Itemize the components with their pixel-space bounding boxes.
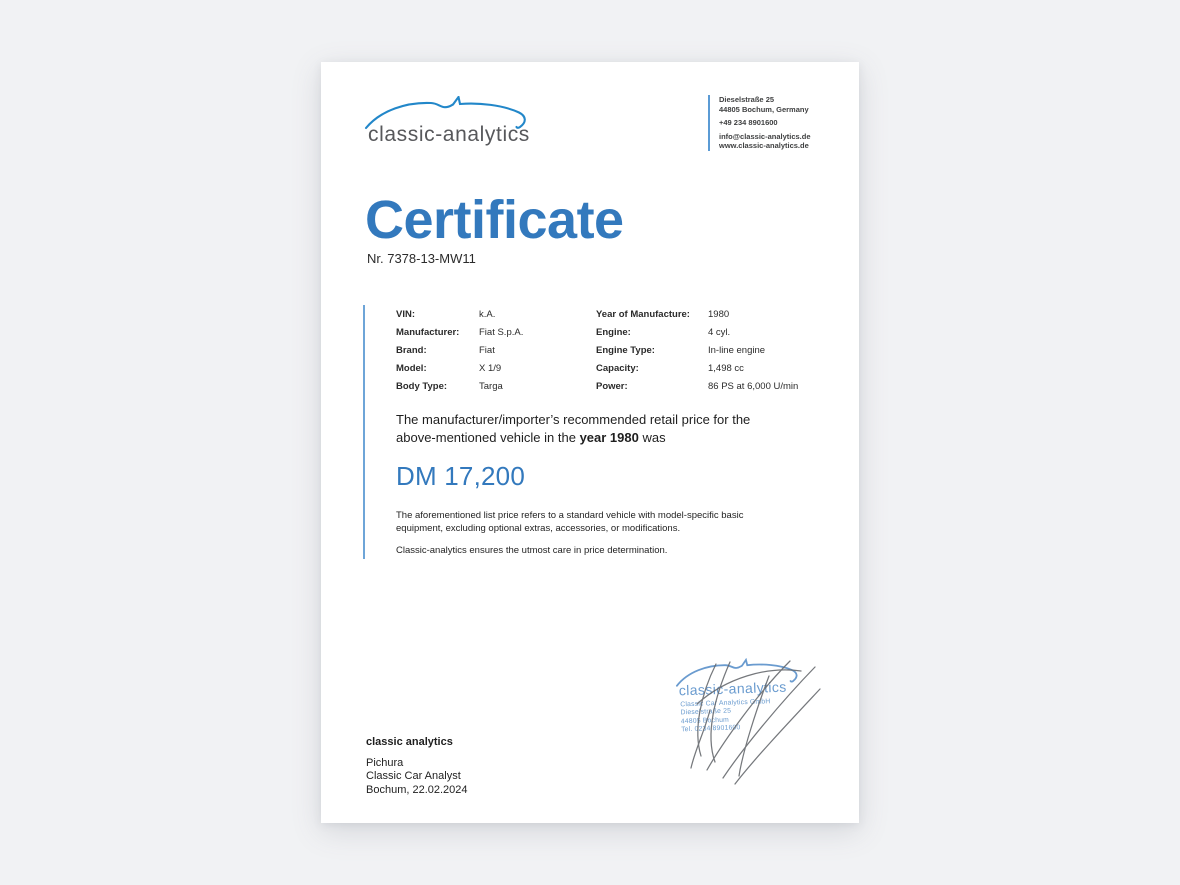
stamp-city-line: 44805 Bochum — [680, 716, 730, 726]
price-statement-text: The manufacturer/importer’s recommended retail price for the above-mentioned vehicle in the — [396, 412, 751, 445]
address-city: 44805 Bochum, Germany — [719, 104, 809, 114]
address-phone: +49 234 8901600 — [719, 118, 778, 127]
certificate-page — [321, 62, 859, 823]
address-street: Dieselstraße 25 — [719, 95, 775, 104]
stamp-company-line: Classic Car Analytics GmbH — [680, 698, 771, 709]
price-statement-tail: was — [638, 429, 666, 445]
spec-label: Engine Type: — [596, 345, 655, 356]
stamp-logo-text: classic-analytics — [678, 678, 787, 699]
spec-value: In-line engine — [708, 345, 766, 356]
spec-label: VIN: — [396, 309, 415, 320]
stamp-phone-line: Tel. 0234 8901600 — [681, 724, 741, 734]
address-web — [719, 132, 811, 151]
spec-label: Power: — [596, 381, 628, 392]
company-logo-text: classic-analytics — [368, 123, 530, 146]
spec-label: Engine: — [596, 327, 631, 338]
spec-label: Model: — [396, 363, 427, 374]
price-statement — [396, 411, 768, 446]
page-title: Certificate — [365, 190, 624, 250]
analyst-signature-block — [366, 736, 468, 797]
signature-role: Classic Car Analyst — [366, 770, 461, 782]
stamp-street-line: Dieselstraße 25 — [680, 707, 732, 717]
certificate-number: Nr. 7378-13-MW11 — [367, 251, 476, 266]
address-website: www.classic-analytics.de — [719, 141, 809, 150]
disclaimer-paragraph-2: Classic-analytics ensures the utmost care in price determination. — [396, 545, 668, 556]
price-amount: DM 17,200 — [396, 461, 525, 491]
spec-value: 86 PS at 6,000 U/min — [708, 381, 799, 392]
company-logo — [363, 96, 535, 147]
spec-value: Fiat — [479, 345, 495, 356]
address-street-city — [719, 95, 811, 114]
spec-label: Brand: — [396, 345, 427, 356]
spec-label: Body Type: — [396, 381, 448, 392]
signature-company: classic analytics — [366, 736, 453, 748]
spec-value: 1,498 cc — [708, 363, 744, 374]
spec-label: Manufacturer: — [396, 327, 460, 338]
certificate-body — [363, 305, 809, 559]
spec-value: 1980 — [708, 309, 730, 320]
spec-value: X 1/9 — [479, 363, 502, 374]
company-stamp — [671, 658, 823, 806]
disclaimer — [396, 509, 790, 557]
vehicle-spec-table — [396, 306, 809, 396]
disclaimer-paragraph-1: The aforementioned list price refers to a standard vehicle with model-specific basic equipment, excluding optional extras, accessories, or modifications. — [396, 510, 744, 534]
spec-value: Fiat S.p.A. — [479, 327, 524, 338]
spec-label: Year of Manufacture: — [596, 309, 690, 320]
spec-value: k.A. — [479, 309, 496, 320]
spec-label: Capacity: — [596, 363, 639, 374]
spec-value: 4 cyl. — [708, 327, 731, 338]
signature-place-date: Bochum, 22.02.2024 — [366, 783, 468, 796]
handwritten-signature — [671, 644, 823, 796]
address-email: info@classic-analytics.de — [719, 131, 811, 141]
header-address-block — [708, 95, 811, 151]
signature-name: Pichura — [366, 756, 404, 769]
price-statement-year: year 1980 — [579, 429, 639, 445]
spec-value: Targa — [479, 381, 503, 392]
